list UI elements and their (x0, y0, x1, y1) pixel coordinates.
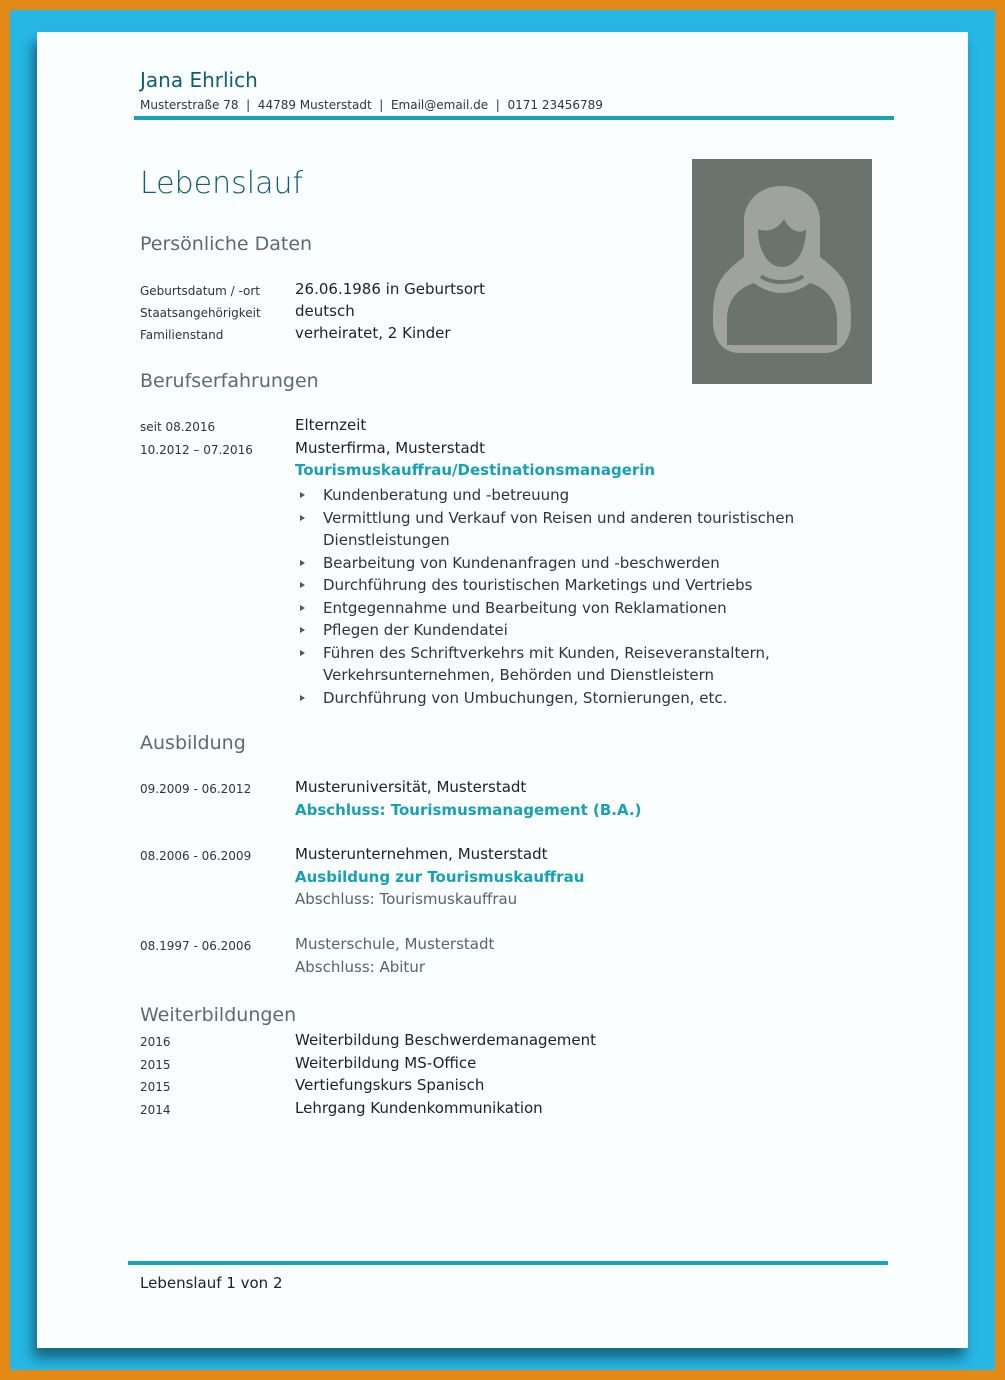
footer-divider (128, 1261, 888, 1265)
training-title: Weiterbildung Beschwerdemanagement (295, 1031, 597, 1049)
education-institution: Musterunternehmen, Musterstadt (295, 845, 548, 863)
training-year: 2016 (140, 1035, 171, 1049)
list-item: Durchführung des touristischen Marketings und Vertriebs (295, 574, 815, 597)
header-divider (134, 116, 894, 120)
training-title: Lehrgang Kundenkommunikation (295, 1099, 543, 1117)
education-date: 09.2009 - 06.2012 (140, 782, 252, 796)
bullet-arrow-icon (300, 650, 305, 656)
section-experience-heading: Berufserfahrungen (140, 370, 319, 392)
education-date: 08.1997 - 06.2006 (140, 939, 252, 953)
bullet-arrow-icon (300, 560, 305, 566)
experience-date: 10.2012 – 07.2016 (140, 443, 253, 457)
list-item: Führen des Schriftverkehrs mit Kunden, Reiseveranstaltern, Verkehrsunternehmen, Behörden und Dienstleistern (295, 642, 815, 687)
training-year: 2015 (140, 1080, 171, 1094)
education-degree: Abschluss: Tourismusmanagement (B.A.) (295, 801, 642, 819)
bullet-arrow-icon (300, 492, 305, 498)
personal-label: Familienstand (140, 328, 224, 342)
education-institution: Musteruniversität, Musterstadt (295, 778, 527, 796)
section-education-heading: Ausbildung (140, 732, 246, 754)
list-item: Bearbeitung von Kundenanfragen und -beschwerden (295, 552, 815, 575)
section-personal-heading: Persönliche Daten (140, 233, 313, 255)
personal-value: deutsch (295, 302, 355, 320)
education-note: Abschluss: Tourismuskauffrau (295, 890, 518, 908)
document-title: Lebenslauf (140, 166, 304, 201)
education-institution: Musterschule, Musterstadt (295, 935, 495, 953)
page-footer: Lebenslauf 1 von 2 (140, 1274, 283, 1292)
bullet-arrow-icon (300, 582, 305, 588)
training-year: 2014 (140, 1103, 171, 1117)
experience-title: Elternzeit (295, 416, 367, 434)
list-item: Durchführung von Umbuchungen, Stornierungen, etc. (295, 687, 815, 710)
contact-line: Musterstraße 78 | 44789 Musterstadt | Email@email.de | 0171 23456789 (140, 98, 603, 112)
experience-title: Musterfirma, Musterstadt (295, 439, 486, 457)
bullet-arrow-icon (300, 515, 305, 521)
experience-duties-list (295, 484, 815, 709)
education-date: 08.2006 - 06.2009 (140, 849, 252, 863)
section-training-heading: Weiterbildungen (140, 1004, 297, 1026)
applicant-name: Jana Ehrlich (140, 68, 258, 92)
education-note: Abschluss: Abitur (295, 958, 425, 976)
bullet-arrow-icon (300, 695, 305, 701)
experience-date: seit 08.2016 (140, 420, 216, 434)
photo-placeholder (692, 159, 872, 384)
list-item: Pflegen der Kundendatei (295, 619, 815, 642)
user-placeholder-icon (692, 159, 872, 384)
training-year: 2015 (140, 1058, 171, 1072)
bullet-arrow-icon (300, 605, 305, 611)
personal-value: verheiratet, 2 Kinder (295, 324, 451, 342)
bullet-arrow-icon (300, 627, 305, 633)
training-title: Weiterbildung MS-Office (295, 1054, 477, 1072)
personal-value: 26.06.1986 in Geburtsort (295, 280, 486, 298)
list-item: Entgegennahme und Bearbeitung von Reklamationen (295, 597, 815, 620)
education-degree: Ausbildung zur Tourismuskauffrau (295, 868, 585, 886)
list-item: Vermittlung und Verkauf von Reisen und anderen touristischen Dienstleistungen (295, 507, 815, 552)
list-item: Kundenberatung und -betreuung (295, 484, 815, 507)
training-title: Vertiefungskurs Spanisch (295, 1076, 485, 1094)
resume-page (37, 32, 968, 1348)
experience-role: Tourismuskauffrau/Destinationsmanagerin (295, 461, 656, 479)
personal-label: Geburtsdatum / -ort (140, 284, 260, 298)
personal-label: Staatsangehörigkeit (140, 306, 261, 320)
